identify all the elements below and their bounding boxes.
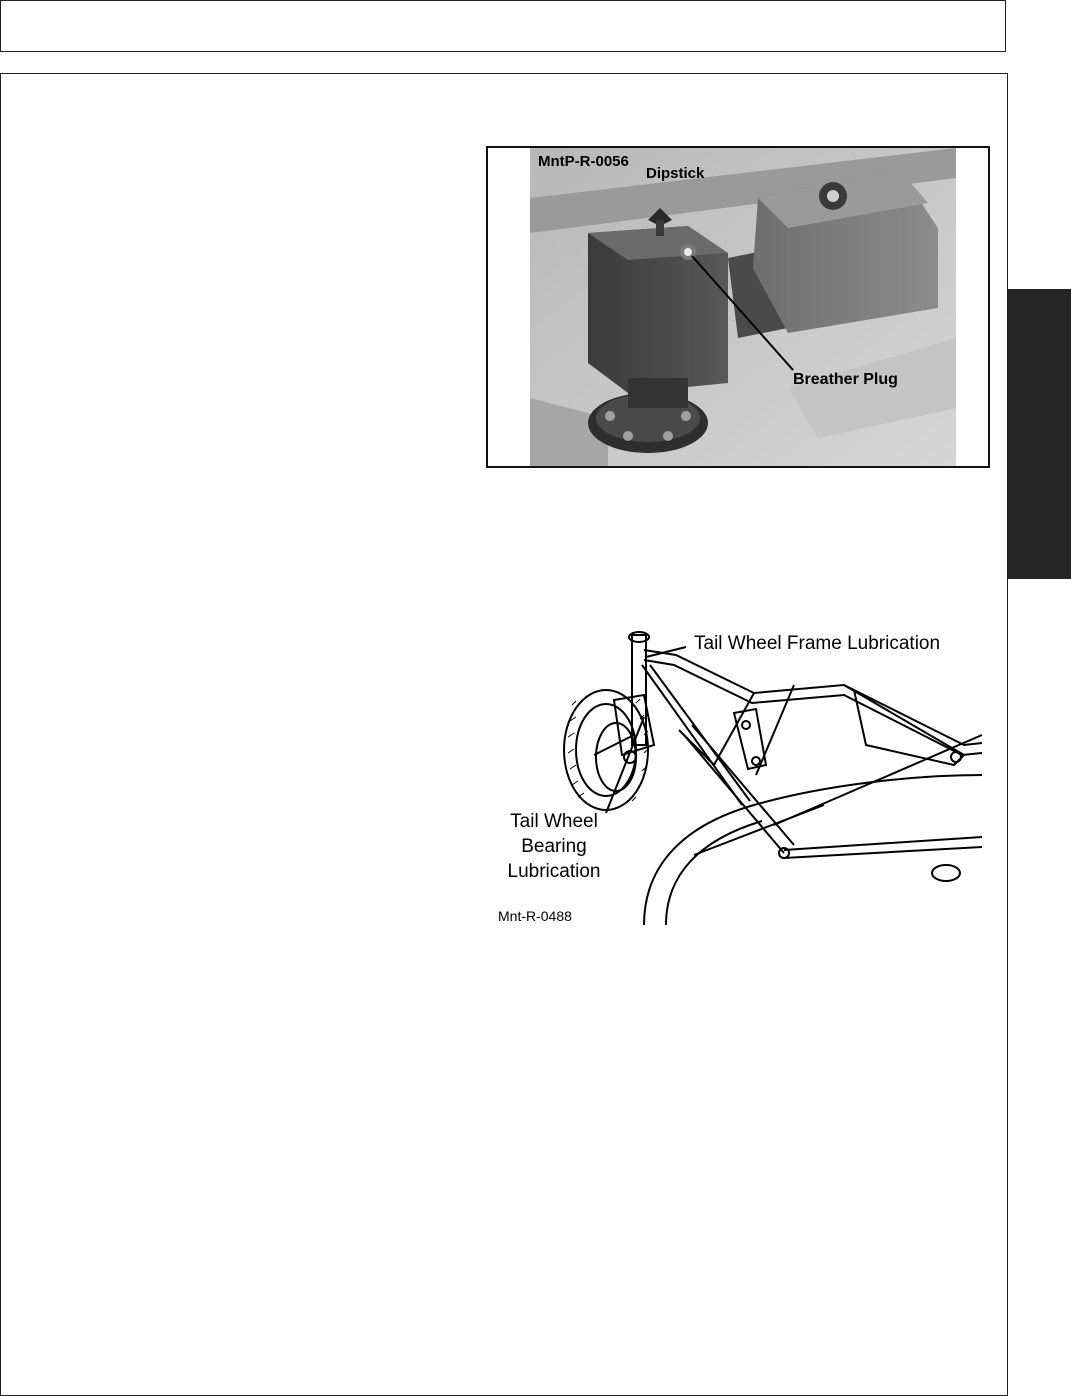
tail-wheel-drawing-figure [494,625,986,927]
bearing-callout-line1: Tail Wheel [510,811,598,832]
bearing-callout-line3: Lubrication [507,861,601,882]
section-tab [1008,289,1071,579]
frame-lubrication-callout: Tail Wheel Frame Lubrication [694,633,941,654]
figure2-id-label: Mnt-R-0488 [498,908,572,924]
breather-plug-callout: Breather Plug [793,371,898,388]
figure1-id-label: MntP-R-0056 [538,153,629,170]
gearbox-photo [488,148,988,466]
page-header-box [0,0,1006,52]
bearing-callout-line2: Bearing [521,836,587,857]
dipstick-callout: Dipstick [646,165,705,182]
gearbox-photo-figure [486,146,990,468]
tail-wheel-drawing [494,625,986,927]
